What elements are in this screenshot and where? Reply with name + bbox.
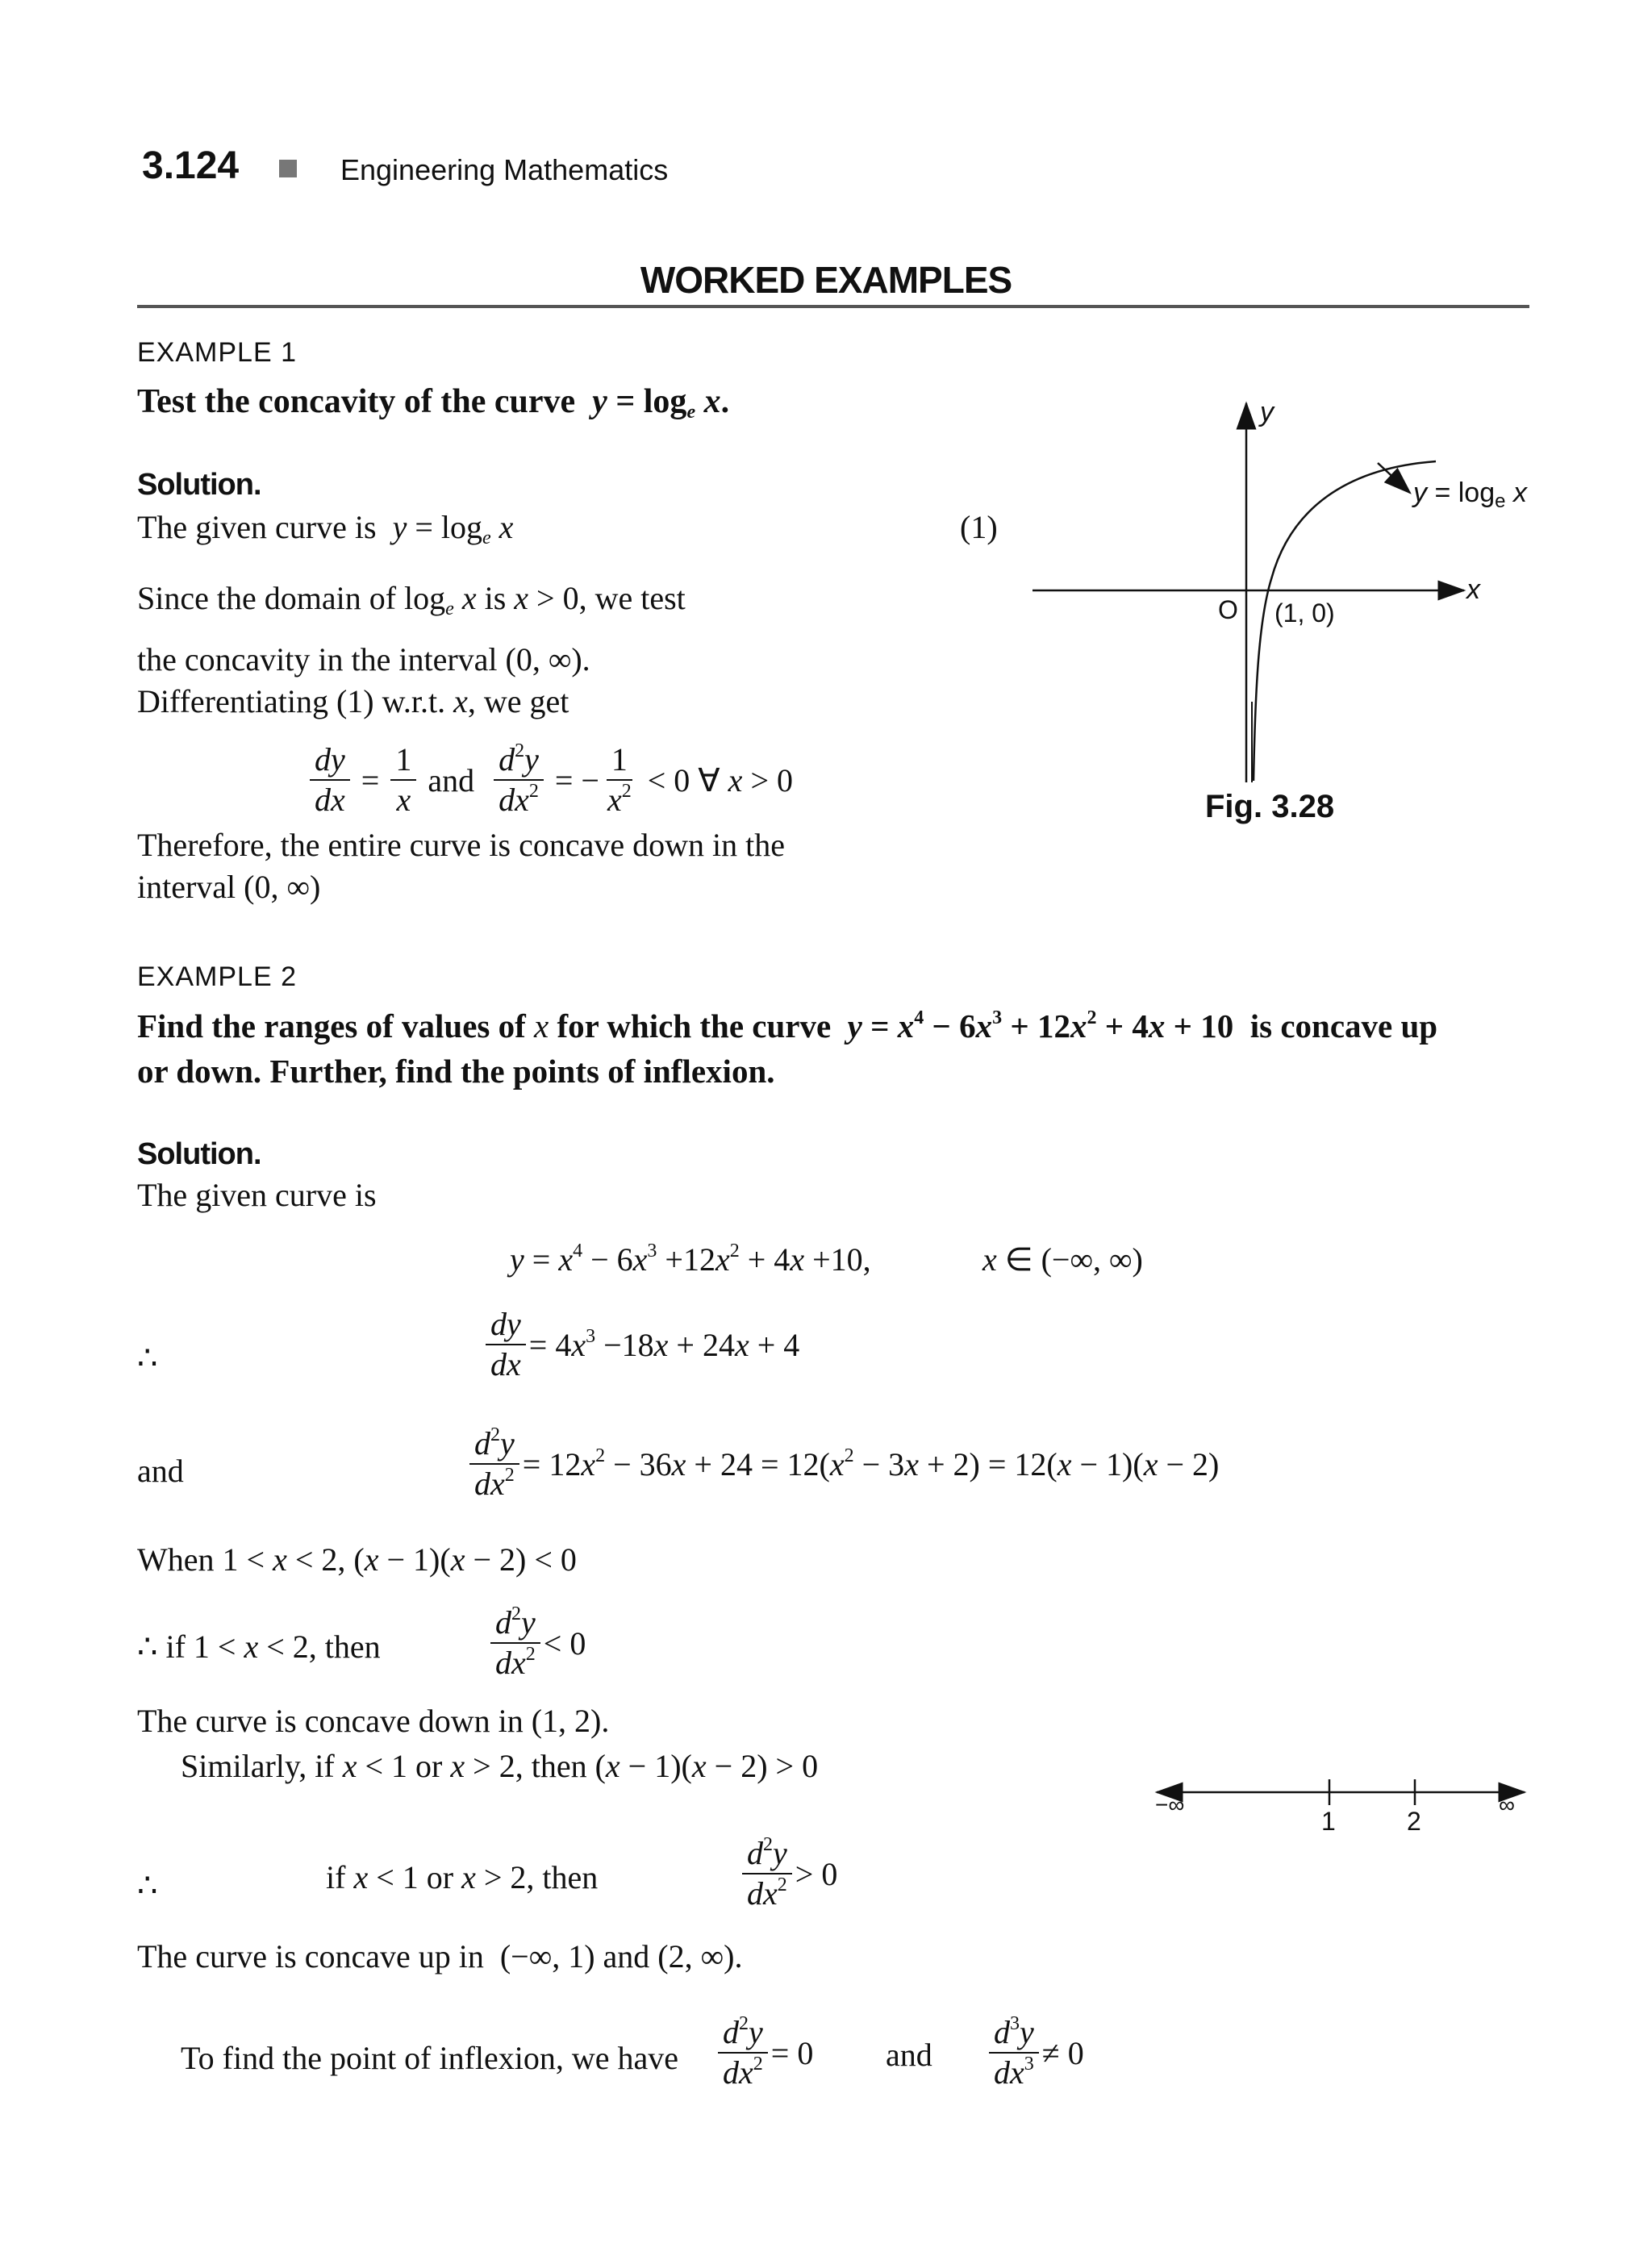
section-title: WORKED EXAMPLES [640, 259, 1012, 301]
example1-conclusion1: Therefore, the entire curve is concave down in the [137, 827, 785, 863]
example2-when-line: When 1 < x < 2, (x − 1)(x − 2) < 0 [137, 1541, 577, 1578]
example2-inflexion-cond2: $\frac{d^3y}{dx^3}$ ≠ 0 [986, 2015, 1084, 2091]
number-line [1153, 1771, 1529, 1828]
fig-x-label: x [1466, 574, 1480, 605]
fig-curve-label: $y = \log_e x$ [1413, 477, 1527, 513]
number-line-tick-label-2: 2 [1407, 1807, 1421, 1836]
example2-domain: x ∈ (−∞, ∞) [982, 1241, 1143, 1278]
therefore-symbol-1: ∴ [137, 1340, 158, 1376]
therefore-symbol-2: ∴ [137, 1867, 158, 1904]
example2-similarly: Similarly, if x < 1 or x > 2, then (x − 1)(x − 2) > 0 [181, 1748, 819, 1784]
example1-derivative-eq: $\frac{dy}{dx}$ = $\frac{1}{x}$ and $\frac{d^2y}{dx^2}$ = − $\frac{1}{x^2}$ < 0 ∀ x > 0 [307, 742, 793, 818]
example2-concave-up: The curve is concave up in (−∞, 1) and (2, ∞). [137, 1938, 743, 1975]
number-line-tick-label-1: 1 [1321, 1807, 1336, 1836]
book-title: Engineering Mathematics [340, 153, 669, 186]
example2-curve-eq: $y = x^4 - 6x^3 +12x^2 + 4x +10$, [510, 1241, 871, 1278]
example2-inflexion-and: and [886, 2037, 932, 2073]
example2-and-label: and [137, 1453, 184, 1489]
fig-y-label: y [1260, 397, 1274, 427]
example2-line1: The given curve is [137, 1177, 377, 1213]
example1-line4: Differentiating (1) w.r.t. x, we get [137, 683, 569, 719]
example2-if-line: ∴ if 1 < x < 2, then [137, 1628, 381, 1665]
example2-label: EXAMPLE 2 [137, 961, 297, 992]
header-bullet [279, 160, 297, 177]
example1-solution-label: Solution. [137, 468, 261, 502]
example2-question-line1: Find the ranges of values of x for which the curve $y = x^4 - 6x^3 + 12x^2 + 4x + 10$ is concave up [137, 1007, 1438, 1045]
example2-if-line-fraction: $\frac{d^2y}{dx^2}$ < 0 [487, 1605, 586, 1681]
fig-caption: Fig. 3.28 [1205, 789, 1335, 824]
fig-origin-label: O [1218, 595, 1238, 624]
example2-if-line2-fraction: $\frac{d^2y}{dx^2}$ > 0 [739, 1836, 837, 1912]
example2-concave-down: The curve is concave down in (1, 2). [137, 1703, 610, 1739]
example2-inflexion-intro: To find the point of inflexion, we have [181, 2040, 679, 2076]
example2-first-derivative: $\frac{dy}{dx}$ = $4x^3 -18x + 24x + 4$ [482, 1307, 799, 1382]
example1-question: Test the concavity of the curve $y = \log_e x$. [137, 383, 730, 423]
section-rule [137, 305, 1529, 308]
example2-second-derivative: $\frac{d^2y}{dx^2}$ = $12x^2 - 36x + 24 = 12(x^2 - 3x + 2) = 12(x - 1)(x - 2)$ [466, 1426, 1219, 1502]
example2-solution-label: Solution. [137, 1137, 261, 1171]
number-line-right-label: ∞ [1499, 1792, 1515, 1817]
number-line-left-label: −∞ [1155, 1792, 1185, 1817]
example1-line3: the concavity in the interval (0, ∞). [137, 641, 590, 678]
example1-conclusion2: interval (0, ∞) [137, 869, 321, 905]
example1-line1: The given curve is $y = \log_e x$ [137, 509, 514, 549]
example2-question-line2: or down. Further, find the points of inflexion. [137, 1053, 775, 1090]
example1-label: EXAMPLE 1 [137, 337, 297, 368]
example2-inflexion-cond1: $\frac{d^2y}{dx^2}$ = 0 [715, 2015, 813, 2091]
example2-if-line2: if x < 1 or x > 2, then [326, 1859, 599, 1895]
example1-eq-number: (1) [960, 509, 998, 545]
example1-line2: Since the domain of $\log_e x$ is x > 0, we test [137, 580, 686, 620]
fig-point-label: (1, 0) [1274, 598, 1335, 628]
page-number: 3.124 [142, 144, 240, 187]
